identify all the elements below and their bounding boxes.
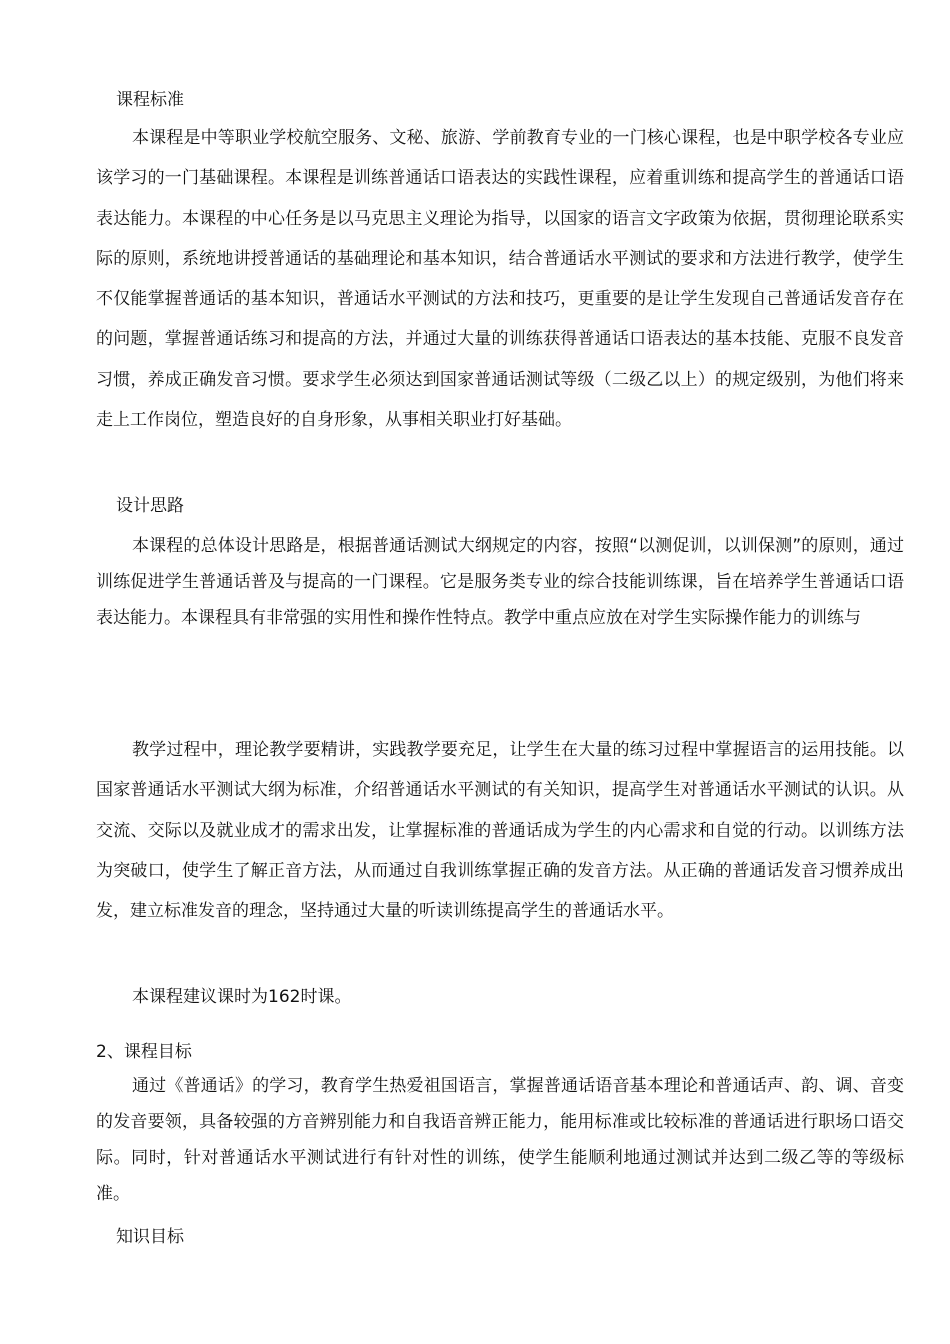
course-standard-paragraph: 本课程是中等职业学校航空服务、文秘、旅游、学前教育专业的一门核心课程，也是中职学校各专业应该学习的一门基础课程。本课程是训练普通话口语表达的实践性课程，应着重训练和提高学生的普通话口语表达能力。本课程的中心任务是以马克思主义理论为指导，以国家的语言文字政策为依据，贯彻理论联系实际的原则，系统地讲授普通话的基础理论和基本知识，结合普通话水平测试的要求和方法进行教学，使学生不仅能掌握普通话的基本知识，普通话水平测试的方法和技巧，更重要的是让学生发现自己普通话发音存在的问题，掌握普通话练习和提高的方法，并通过大量的训练获得普通话口语表达的基本技能、克服不良发音习惯，养成正确发音习惯。要求学生必须达到国家普通话测试等级（二级乙以上）的规定级别，为他们将来走上工作岗位，塑造良好的自身形象，从事相关职业打好基础。 — [96, 128, 904, 431]
knowledge-heading: 知识目标 — [116, 1227, 184, 1247]
goals-heading: 2、课程目标 — [96, 1042, 192, 1062]
teaching-paragraph: 教学过程中，理论教学要精讲，实践教学要充足，让学生在大量的练习过程中掌握语言的运用技能。以国家普通话水平测试大纲为标准，介绍普通话水平测试的有关知识，提高学生对普通话水平测试的认识。从交流、交际以及就业成才的需求出发，让掌握标准的普通话成为学生的内心需求和自觉的行动。以训练方法为突破口，使学生了解正音方法，从而通过自我训练掌握正确的发音方法。从正确的普通话发音习惯养成出发，建立标准发音的理念，坚持通过大量的听读训练提高学生的普通话水平。 — [96, 740, 904, 922]
hours-paragraph: 本课程建议课时为162时课。 — [132, 987, 352, 1007]
design-paragraph: 本课程的总体设计思路是，根据普通话测试大纲规定的内容，按照“以测促训，以训保测”的原则，通过训练促进学生普通话普及与提高的一门课程。它是服务类专业的综合技能训练课，旨在培养学生普通话口语表达能力。本课程具有非常强的实用性和操作性特点。教学中重点应放在对学生实际操作能力的训练与 — [96, 536, 904, 628]
design-heading: 设计思路 — [116, 496, 184, 516]
course-standard-heading: 课程标准 — [116, 90, 184, 110]
goals-paragraph: 通过《普通话》的学习，教育学生热爱祖国语言，掌握普通话语音基本理论和普通话声、韵、调、音变的发音要领，具备较强的方音辨别能力和自我语音辨正能力，能用标准或比较标准的普通话进行职场口语交际。同时，针对普通话水平测试进行有针对性的训练，使学生能顺利地通过测试并达到二级乙等的等级标准。 — [96, 1076, 904, 1204]
